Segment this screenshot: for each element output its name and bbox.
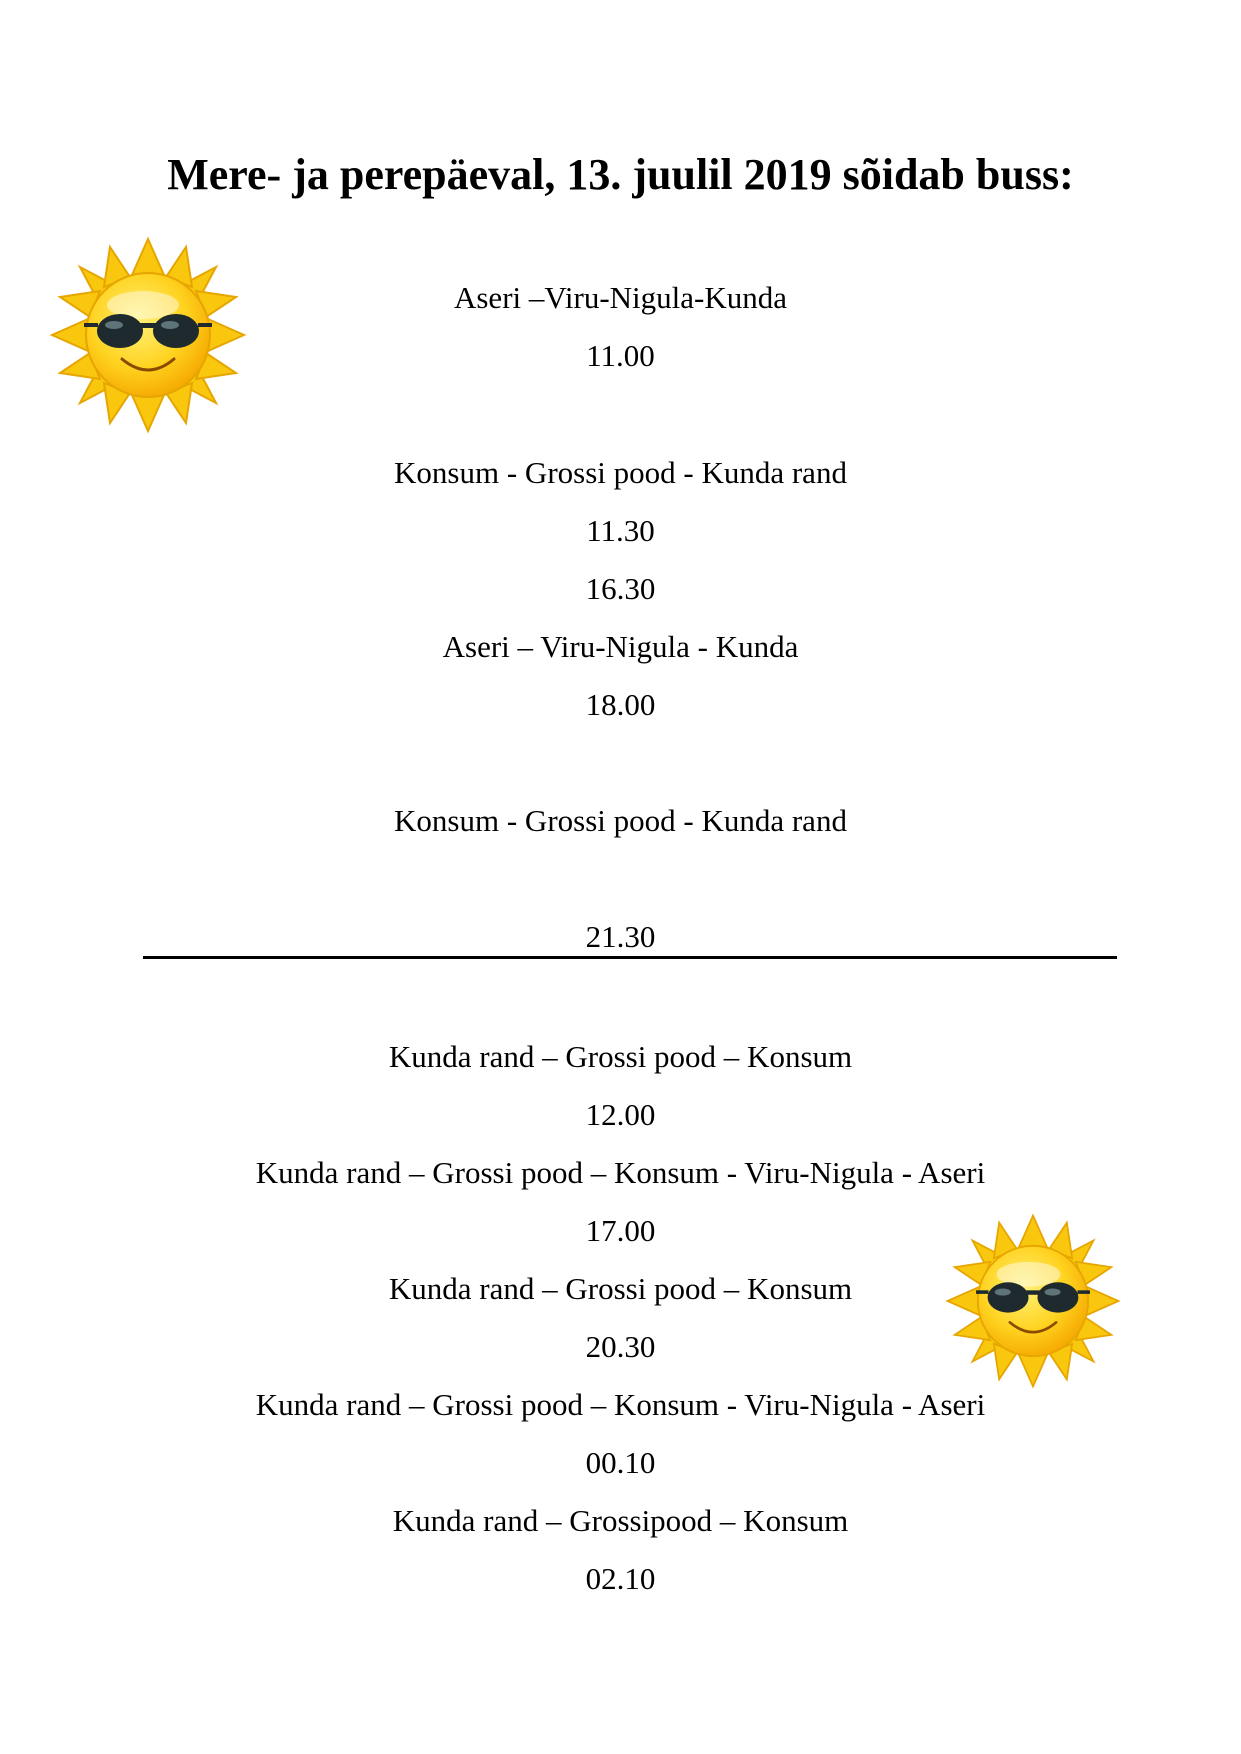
departure-time: 21.30 [585,919,656,954]
departure-time: 00.10 [585,1445,656,1480]
route-line: Konsum - Grossi pood - Kunda rand [394,455,847,490]
departure-time: 18.00 [585,687,656,722]
route-line: Aseri – Viru-Nigula - Kunda [442,629,799,664]
route-line: Kunda rand – Grossipood – Konsum [392,1503,849,1538]
departure-time: 17.00 [585,1213,656,1248]
route-line: Kunda rand – Grossi pood – Konsum - Viru-Nigula - Aseri [255,1155,986,1190]
departure-time: 16.30 [585,571,656,606]
route-line: Aseri –Viru-Nigula-Kunda [453,280,788,315]
departure-time: 02.10 [585,1561,656,1596]
departure-time: 11.30 [586,513,655,548]
departure-time: 20.30 [585,1329,656,1364]
route-line: Kunda rand – Grossi pood – Konsum [388,1271,853,1306]
route-line: Kunda rand – Grossi pood – Konsum - Viru-Nigula - Aseri [255,1387,986,1422]
sun-with-sunglasses-icon [48,235,248,435]
route-line: Kunda rand – Grossi pood – Konsum [388,1039,853,1074]
page-title: Mere- ja perepäeval, 13. juulil 2019 sõidab buss: [167,150,1074,199]
route-line: Konsum - Grossi pood - Kunda rand [394,803,847,838]
departure-time: 11.00 [586,338,655,373]
section-divider [143,956,1117,959]
departure-time: 12.00 [585,1097,656,1132]
sun-with-sunglasses-icon [944,1212,1122,1390]
